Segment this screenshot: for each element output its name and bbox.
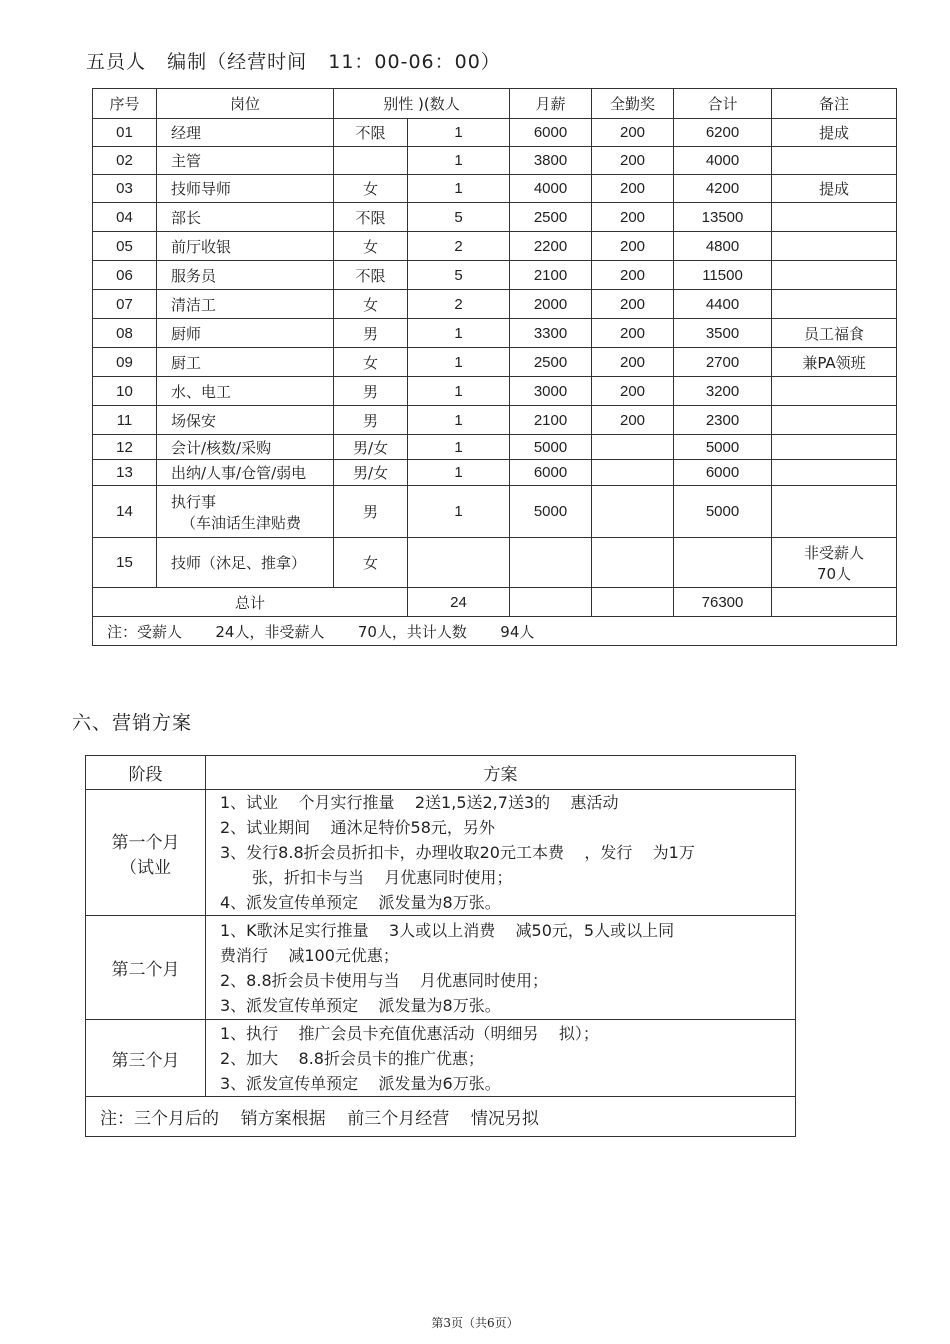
header-bonus: 全勤奖	[592, 89, 674, 119]
staff-no-text: 02	[116, 152, 133, 169]
staff-row	[93, 460, 897, 486]
staff-gender	[334, 377, 408, 406]
staff-post	[157, 435, 334, 460]
plan-stage-name: 第三个月	[111, 1050, 180, 1071]
staff-no-text: 15	[116, 554, 133, 571]
staff-count	[408, 319, 510, 348]
staff-remark	[772, 460, 897, 486]
staff-remark	[772, 406, 897, 435]
header-salary: 月薪	[510, 89, 592, 119]
staff-total-text: 4800	[705, 237, 740, 255]
total-empty-salary	[510, 588, 592, 617]
staff-post	[157, 377, 334, 406]
staff-row	[93, 119, 897, 147]
staff-gender-text: 男	[362, 411, 378, 430]
plan-note: 注：三个月后的 销方案根据 前三个月经营 情况另拟	[86, 1097, 796, 1137]
plan-content	[206, 1020, 796, 1097]
staff-salary	[510, 175, 592, 203]
staff-total	[674, 319, 772, 348]
staff-post	[157, 261, 334, 290]
staff-no	[93, 119, 157, 147]
staff-salary	[510, 406, 592, 435]
staff-salary-text: 2500	[533, 208, 568, 226]
staff-count	[408, 175, 510, 203]
staff-remark	[772, 261, 897, 290]
staff-count	[408, 261, 510, 290]
staff-bonus	[592, 486, 674, 538]
staff-remark	[772, 175, 897, 203]
staff-row	[93, 435, 897, 460]
staff-salary-text: 3000	[533, 382, 568, 400]
staff-total	[674, 147, 772, 175]
staff-no	[93, 460, 157, 486]
staff-post-text: 执行事	[171, 492, 217, 511]
staff-bonus	[592, 319, 674, 348]
staff-bonus-text: 200	[620, 237, 646, 255]
staff-bonus	[592, 435, 674, 460]
staff-count	[408, 406, 510, 435]
staff-post-text: 服务员	[171, 266, 217, 285]
staff-salary	[510, 460, 592, 486]
staff-salary	[510, 203, 592, 232]
staff-remark	[772, 348, 897, 377]
staff-bonus	[592, 460, 674, 486]
staff-total	[674, 460, 772, 486]
staff-row	[93, 406, 897, 435]
staff-post	[157, 147, 334, 175]
staff-total-text: 2300	[705, 411, 740, 429]
staff-row	[93, 486, 897, 538]
staff-gender	[334, 203, 408, 232]
staff-remark	[772, 203, 897, 232]
plan-line: 1、试业 个月实行推量 2送1,5送2,7送3的 惠活动	[220, 793, 619, 812]
staff-post-text: 清洁工	[171, 295, 217, 314]
staff-remark-text: 员工福食	[804, 324, 865, 343]
staff-count	[408, 290, 510, 319]
staff-bonus	[592, 147, 674, 175]
staff-row	[93, 319, 897, 348]
plan-stage-name: 第一个月	[111, 832, 180, 853]
staff-salary	[510, 232, 592, 261]
staff-no-text: 07	[116, 295, 133, 313]
staff-post-text: 技师导师	[171, 180, 232, 198]
staff-remark-text: 兼PA领班	[802, 353, 866, 372]
plan-line: 1、执行 推广会员卡充值优惠活动（明细另 拟）；	[220, 1023, 599, 1043]
staff-gender-text: 女	[362, 295, 378, 314]
staff-bonus	[592, 232, 674, 261]
staff-total-text: 5000	[705, 503, 740, 520]
staff-salary-text: 5000	[533, 503, 568, 520]
plan-header-row	[86, 756, 796, 790]
staff-count	[408, 232, 510, 261]
staff-gender-text: 不限	[355, 124, 386, 142]
staff-count-text: 1	[454, 411, 463, 429]
staff-total-text: 3200	[705, 382, 740, 400]
staff-salary-text: 2000	[533, 295, 568, 313]
staff-no-text: 03	[116, 180, 133, 197]
staff-salary	[510, 486, 592, 538]
staff-count	[408, 460, 510, 486]
total-label: 总计	[93, 588, 408, 617]
staff-no-text: 09	[116, 353, 133, 371]
staff-total-text: 4000	[705, 152, 740, 169]
staff-no	[93, 435, 157, 460]
staff-gender	[334, 319, 408, 348]
staff-salary	[510, 119, 592, 147]
staff-post	[157, 232, 334, 261]
staff-bonus-text: 200	[620, 295, 646, 313]
staff-salary-text: 3800	[533, 152, 568, 169]
staff-total-text: 13500	[701, 208, 744, 226]
staff-bonus	[592, 538, 674, 588]
staff-no-text: 11	[116, 411, 133, 429]
staff-bonus-text: 200	[620, 124, 646, 141]
staff-gender	[334, 348, 408, 377]
staff-post-text: 厨工	[171, 353, 202, 372]
staff-no-text: 01	[116, 124, 133, 141]
staff-bonus-text: 200	[620, 353, 646, 371]
staff-no	[93, 290, 157, 319]
staff-salary	[510, 261, 592, 290]
staff-no-text: 14	[116, 503, 133, 520]
staff-count-text: 1	[454, 353, 463, 371]
staff-salary-text: 5000	[533, 438, 568, 456]
staff-total	[674, 406, 772, 435]
staff-count-text: 1	[454, 152, 463, 169]
staff-no	[93, 261, 157, 290]
staff-total-text: 4400	[705, 295, 740, 313]
staff-gender-text: 女	[362, 237, 378, 256]
staff-count	[408, 435, 510, 460]
staff-post	[157, 119, 334, 147]
staff-gender	[334, 261, 408, 290]
staff-bonus-text: 200	[620, 208, 646, 226]
staff-no	[93, 175, 157, 203]
staff-note: 注：受薪人 24人，非受薪人 70人，共计人数 94人	[93, 617, 897, 646]
staff-gender	[334, 119, 408, 147]
staff-bonus	[592, 175, 674, 203]
staff-no-text: 08	[116, 324, 133, 342]
header-gender-count: 别性 )(数人	[334, 89, 510, 119]
staff-total-text: 4200	[705, 180, 740, 197]
staff-remark	[772, 290, 897, 319]
staff-count	[408, 486, 510, 538]
plan-stage	[86, 790, 206, 916]
staff-bonus-text: 200	[620, 152, 646, 169]
staff-salary	[510, 147, 592, 175]
staff-salary-text: 2500	[533, 353, 568, 371]
staff-gender-text: 男/女	[352, 438, 389, 457]
staff-post-text: 会计/核数/采购	[171, 438, 272, 457]
staff-total	[674, 290, 772, 319]
plan-content	[206, 790, 796, 916]
staff-salary	[510, 538, 592, 588]
header-stage: 阶段	[86, 756, 206, 790]
header-no: 序号	[93, 89, 157, 119]
staff-count-text: 1	[454, 464, 463, 481]
staff-bonus-text: 200	[620, 180, 646, 197]
staff-post-text: 厨师	[171, 324, 202, 343]
staff-no-text: 06	[116, 266, 133, 284]
plan-content	[206, 916, 796, 1020]
staff-post-text: 前厅收银	[171, 237, 232, 256]
staff-note-row	[93, 617, 897, 646]
staff-post-text: 主管	[171, 152, 202, 170]
staff-total	[674, 377, 772, 406]
staff-total	[674, 486, 772, 538]
plan-line: 4、派发宣传单预定 派发量为8万张。	[220, 893, 501, 912]
staff-salary-text: 2200	[533, 237, 568, 255]
plan-line: 1、K歌沐足实行推量 3人或以上消费 减50元，5人或以上同	[220, 920, 675, 940]
staff-total-row	[93, 588, 897, 617]
plan-line: 张，折扣卡与当 月优惠同时使用；	[252, 868, 513, 887]
staff-gender-text: 女	[362, 353, 378, 372]
staff-remark	[772, 319, 897, 348]
staff-total	[674, 119, 772, 147]
staff-bonus	[592, 203, 674, 232]
staff-salary-text: 4000	[533, 180, 568, 197]
staff-total-text: 5000	[705, 438, 740, 456]
staff-row	[93, 175, 897, 203]
staff-gender	[334, 460, 408, 486]
staff-remark	[772, 232, 897, 261]
staff-post-text: 场保安	[171, 411, 217, 430]
staff-header-row	[93, 89, 897, 119]
plan-line: 费消行 减100元优惠；	[220, 945, 399, 965]
staff-row	[93, 232, 897, 261]
plan-line: 2、8.8折会员卡使用与当 月优惠同时使用；	[220, 970, 548, 990]
section6-title: 六、营销方案	[72, 712, 193, 734]
staff-salary-text: 2100	[533, 266, 568, 284]
staff-count-text: 5	[454, 266, 463, 284]
plan-stage	[86, 1020, 206, 1097]
section5-title: 五员人 编制（经营时间 11：00-06：00）	[86, 51, 501, 73]
staff-post	[157, 175, 334, 203]
plan-line: 2、试业期间 通沐足特价58元，另外	[220, 818, 495, 837]
staff-gender	[334, 406, 408, 435]
staff-total	[674, 538, 772, 588]
staff-count	[408, 203, 510, 232]
staff-no-text: 13	[116, 464, 133, 481]
staff-gender-text: 不限	[355, 208, 386, 227]
header-plan: 方案	[206, 756, 796, 790]
staff-salary-text: 2100	[533, 411, 568, 429]
staff-salary	[510, 377, 592, 406]
total-sum: 76300	[674, 588, 772, 617]
staff-no-text: 12	[116, 438, 133, 456]
staff-row	[93, 348, 897, 377]
plan-note-row	[86, 1097, 796, 1137]
staff-gender-text: 女	[362, 180, 378, 198]
staff-count	[408, 147, 510, 175]
staff-row	[93, 261, 897, 290]
staff-count-text: 5	[454, 208, 463, 226]
staff-remark	[772, 119, 897, 147]
plan-line: 3、派发宣传单预定 派发量为8万张。	[220, 995, 501, 1015]
staff-salary-text: 6000	[533, 124, 568, 141]
staff-row	[93, 147, 897, 175]
staff-bonus	[592, 377, 674, 406]
staff-no	[93, 203, 157, 232]
staff-gender-text: 女	[362, 554, 378, 572]
staff-no-text: 04	[116, 208, 133, 226]
staff-salary	[510, 348, 592, 377]
staff-gender	[334, 435, 408, 460]
staff-count-text: 1	[454, 324, 463, 342]
plan-stage	[86, 916, 206, 1020]
staff-total-text: 3500	[705, 324, 740, 342]
header-remark: 备注	[772, 89, 897, 119]
header-total: 合计	[674, 89, 772, 119]
marketing-table	[85, 755, 796, 1137]
staff-no	[93, 377, 157, 406]
staff-bonus-text: 200	[620, 411, 646, 429]
staff-post	[157, 319, 334, 348]
staff-table	[92, 88, 897, 646]
staff-remark-text: 非受薪人	[804, 543, 865, 562]
staff-post	[157, 203, 334, 232]
staff-no	[93, 319, 157, 348]
staff-bonus	[592, 290, 674, 319]
total-count: 24	[408, 588, 510, 617]
staff-remark	[772, 435, 897, 460]
staff-total	[674, 232, 772, 261]
staff-remark-text: 提成	[819, 124, 850, 142]
staff-bonus-text: 200	[620, 324, 646, 342]
staff-remark	[772, 538, 897, 588]
total-empty-bonus	[592, 588, 674, 617]
staff-row	[93, 290, 897, 319]
staff-count	[408, 119, 510, 147]
staff-gender	[334, 290, 408, 319]
staff-no	[93, 486, 157, 538]
staff-count-text: 1	[454, 180, 463, 197]
staff-no	[93, 538, 157, 588]
staff-post	[157, 460, 334, 486]
staff-post-text: 技师（沐足、推拿）	[171, 554, 307, 572]
staff-no	[93, 147, 157, 175]
staff-total	[674, 348, 772, 377]
plan-row	[86, 790, 796, 916]
staff-total-text: 2700	[705, 353, 740, 371]
staff-no	[93, 406, 157, 435]
page-footer: 第3页（共6页）	[431, 1316, 519, 1330]
staff-gender-text: 男	[362, 324, 378, 343]
staff-gender	[334, 486, 408, 538]
staff-no	[93, 232, 157, 261]
plan-line: 3、发行8.8折会员折扣卡，办理收取20元工本费 ，发行 为1万	[220, 843, 695, 862]
plan-row	[86, 916, 796, 1020]
staff-bonus	[592, 261, 674, 290]
total-empty-remark	[772, 588, 897, 617]
staff-gender-text: 男	[362, 503, 378, 521]
staff-total	[674, 203, 772, 232]
plan-line: 2、加大 8.8折会员卡的推广优惠；	[220, 1048, 484, 1068]
staff-salary-text: 6000	[533, 464, 568, 481]
staff-no-text: 05	[116, 237, 133, 255]
staff-no	[93, 348, 157, 377]
staff-row	[93, 377, 897, 406]
staff-count-text: 1	[454, 503, 463, 520]
staff-salary	[510, 290, 592, 319]
staff-row	[93, 203, 897, 232]
staff-remark-text: 提成	[819, 180, 850, 198]
staff-count-text: 2	[454, 237, 463, 255]
staff-count-text: 1	[454, 382, 463, 400]
staff-total	[674, 175, 772, 203]
staff-count-text: 1	[454, 438, 463, 456]
staff-salary	[510, 435, 592, 460]
staff-count-text: 1	[454, 124, 463, 141]
staff-post-text: 部长	[171, 208, 202, 227]
staff-gender-text: 不限	[355, 266, 386, 285]
staff-post	[157, 348, 334, 377]
staff-post-text: 水、电工	[171, 382, 232, 401]
staff-total	[674, 435, 772, 460]
staff-count	[408, 348, 510, 377]
staff-post	[157, 290, 334, 319]
staff-post	[157, 486, 334, 538]
plan-stage-subtitle: （试业	[120, 857, 171, 878]
plan-line: 3、派发宣传单预定 派发量为6万张。	[220, 1073, 501, 1093]
staff-total	[674, 261, 772, 290]
staff-total-text: 6000	[705, 464, 740, 481]
staff-row	[93, 538, 897, 588]
staff-remark	[772, 486, 897, 538]
plan-stage-name: 第二个月	[111, 960, 180, 980]
staff-gender	[334, 147, 408, 175]
staff-total-text: 6200	[705, 124, 740, 141]
staff-count	[408, 538, 510, 588]
staff-remark	[772, 147, 897, 175]
plan-row	[86, 1020, 796, 1097]
staff-post	[157, 406, 334, 435]
staff-post-text: 出纳/人事/仓管/弱电	[171, 464, 307, 482]
staff-bonus	[592, 119, 674, 147]
staff-gender-text: 男	[362, 382, 378, 401]
staff-no-text: 10	[116, 382, 133, 400]
header-post: 岗位	[157, 89, 334, 119]
staff-salary	[510, 319, 592, 348]
staff-gender	[334, 538, 408, 588]
staff-bonus	[592, 406, 674, 435]
staff-gender	[334, 175, 408, 203]
staff-post-detail: （车油话生津贴费	[181, 513, 302, 532]
staff-remark	[772, 377, 897, 406]
staff-salary-text: 3300	[533, 324, 568, 342]
staff-total-text: 11500	[702, 266, 743, 284]
staff-remark-detail: 70人	[816, 564, 852, 583]
staff-post	[157, 538, 334, 588]
staff-count	[408, 377, 510, 406]
staff-bonus	[592, 348, 674, 377]
staff-gender-text: 男/女	[352, 464, 389, 482]
staff-bonus-text: 200	[620, 266, 646, 284]
staff-gender	[334, 232, 408, 261]
staff-count-text: 2	[454, 295, 463, 313]
staff-bonus-text: 200	[620, 382, 646, 400]
staff-post-text: 经理	[171, 124, 202, 142]
